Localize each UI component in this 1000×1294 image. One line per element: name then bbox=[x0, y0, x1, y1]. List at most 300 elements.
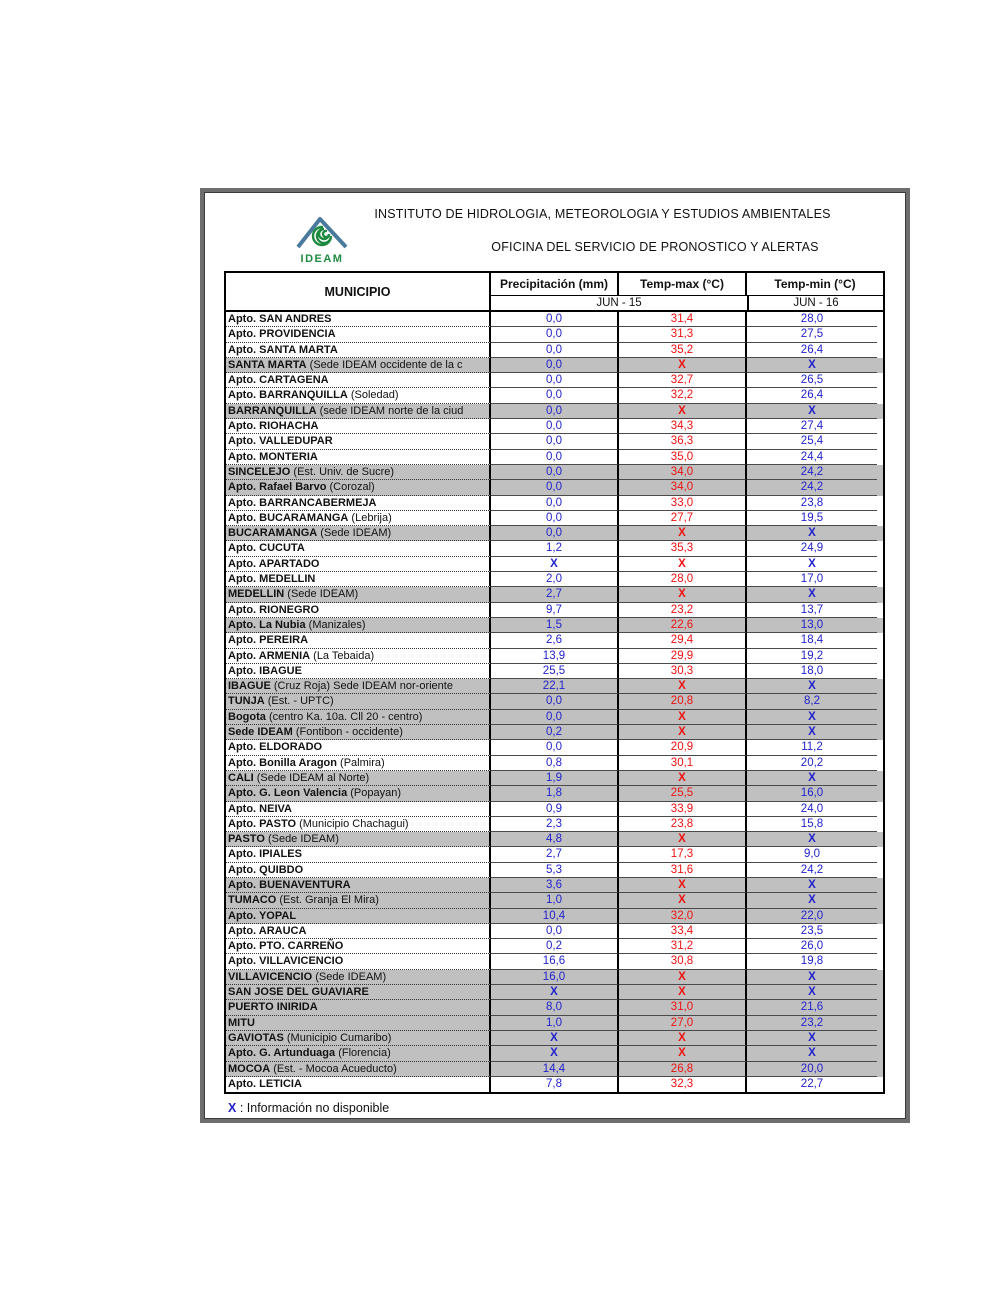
municipio-note: (Fontibon - occidente) bbox=[292, 726, 403, 739]
footnote-symbol: X bbox=[228, 1101, 237, 1115]
municipio-name: Apto. MEDELLIN bbox=[228, 573, 316, 586]
temp-min-cell: 11,2 bbox=[747, 740, 877, 755]
table-row bbox=[226, 1077, 883, 1092]
precipitation-cell: 22,1 bbox=[491, 679, 619, 694]
municipio-cell bbox=[226, 327, 491, 342]
table-row bbox=[226, 603, 883, 618]
precipitation-cell: 13,9 bbox=[491, 649, 619, 664]
municipio-cell bbox=[226, 511, 491, 526]
temp-max-cell: 22,6 bbox=[619, 618, 747, 633]
ideam-logo-label: IDEAM bbox=[300, 253, 344, 265]
table-row bbox=[226, 541, 883, 556]
temp-min-cell: 9,0 bbox=[747, 847, 877, 862]
municipio-cell bbox=[226, 1046, 491, 1061]
municipio-cell bbox=[226, 465, 491, 480]
precipitation-cell: 16,6 bbox=[491, 954, 619, 969]
municipio-note: (Sede IDEAM al Norte) bbox=[253, 771, 370, 784]
municipio-cell bbox=[226, 756, 491, 771]
temp-min-cell: 18,4 bbox=[747, 633, 877, 648]
table-body bbox=[226, 312, 883, 1092]
table-row bbox=[226, 694, 883, 709]
period-label-jun-15: JUN - 15 bbox=[491, 296, 749, 310]
municipio-note: (Soledad) bbox=[347, 389, 399, 402]
municipio-cell bbox=[226, 725, 491, 740]
municipio-note: (Popayan) bbox=[347, 787, 402, 800]
municipio-note: (La Tebaida) bbox=[310, 649, 375, 662]
municipio-cell bbox=[226, 343, 491, 358]
table-row bbox=[226, 649, 883, 664]
municipio-note: (Corozal) bbox=[326, 481, 375, 494]
precipitation-cell: 0,0 bbox=[491, 388, 619, 403]
table-row bbox=[226, 985, 883, 1000]
municipio-name: Apto. YOPAL bbox=[228, 909, 297, 922]
municipio-note: (Manizales) bbox=[305, 618, 366, 631]
municipio-cell bbox=[226, 694, 491, 709]
table-row bbox=[226, 909, 883, 924]
temp-max-cell: 26,8 bbox=[619, 1062, 747, 1077]
column-header-temp-max: Temp-max (°C) bbox=[619, 273, 747, 295]
municipio-name: Apto. BUCARAMANGA bbox=[228, 511, 349, 524]
temp-max-cell: 20,8 bbox=[619, 694, 747, 709]
municipio-name: Apto. G. Artunduaga bbox=[228, 1047, 336, 1060]
precipitation-cell: 0,0 bbox=[491, 740, 619, 755]
temp-min-cell: 23,2 bbox=[747, 1016, 877, 1031]
temp-min-cell: 24,4 bbox=[747, 450, 877, 465]
municipio-name: Apto. BARRANQUILLA bbox=[228, 389, 348, 402]
table-row bbox=[226, 756, 883, 771]
temp-max-cell: 31,6 bbox=[619, 863, 747, 878]
temp-min-cell: 13,0 bbox=[747, 618, 877, 633]
temp-max-cell: X bbox=[619, 587, 747, 602]
temp-min-cell: 23,8 bbox=[747, 496, 877, 511]
table-row bbox=[226, 587, 883, 602]
municipio-note: (centro Ka. 10a. Cll 20 - centro) bbox=[265, 710, 423, 723]
temp-max-cell: 28,0 bbox=[619, 572, 747, 587]
column-header-temp-min: Temp-min (°C) bbox=[774, 277, 856, 291]
municipio-cell bbox=[226, 526, 491, 541]
municipio-name: Apto. PEREIRA bbox=[228, 634, 309, 647]
municipio-name: MEDELLIN bbox=[228, 588, 285, 601]
municipio-note: (Est. Univ. de Sucre) bbox=[290, 465, 395, 478]
municipio-cell bbox=[226, 572, 491, 587]
temp-min-cell: 15,8 bbox=[747, 817, 877, 832]
period-label-jun-16: JUN - 16 bbox=[793, 297, 839, 309]
temp-max-cell: 36,3 bbox=[619, 434, 747, 449]
temp-min-cell: 26,0 bbox=[747, 939, 877, 954]
municipio-name: SAN JOSE DEL GUAVIARE bbox=[228, 986, 369, 999]
municipio-cell bbox=[226, 618, 491, 633]
table-row bbox=[226, 480, 883, 495]
temp-max-cell: X bbox=[619, 404, 747, 419]
municipio-cell bbox=[226, 939, 491, 954]
temp-max-cell: X bbox=[619, 557, 747, 572]
municipio-name: Apto. ARMENIA bbox=[228, 649, 311, 662]
municipio-name: Sede IDEAM bbox=[228, 726, 293, 739]
table-row bbox=[226, 633, 883, 648]
table-row bbox=[226, 863, 883, 878]
table-row bbox=[226, 572, 883, 587]
municipio-name: TUNJA bbox=[228, 695, 265, 708]
temp-min-cell: 19,5 bbox=[747, 511, 877, 526]
municipio-note: (Sede IDEAM) bbox=[264, 833, 339, 846]
precipitation-cell: 0,0 bbox=[491, 327, 619, 342]
temp-min-cell: 16,0 bbox=[747, 786, 877, 801]
precipitation-cell: 8,0 bbox=[491, 1000, 619, 1015]
municipio-name: Apto. PROVIDENCIA bbox=[228, 328, 336, 341]
precipitation-cell: 0,0 bbox=[491, 343, 619, 358]
temp-min-cell: 21,6 bbox=[747, 1000, 877, 1015]
municipio-note: (Sede IDEAM) bbox=[312, 970, 387, 983]
temp-min-cell: X bbox=[747, 557, 877, 572]
municipio-cell bbox=[226, 802, 491, 817]
precipitation-cell: 2,7 bbox=[491, 587, 619, 602]
table-row bbox=[226, 327, 883, 342]
precipitation-cell: 2,0 bbox=[491, 572, 619, 587]
temp-max-cell: 17,3 bbox=[619, 847, 747, 862]
table-row bbox=[226, 1031, 883, 1046]
table-row bbox=[226, 970, 883, 985]
temp-min-cell: 24,2 bbox=[747, 480, 877, 495]
precipitation-cell: 25,5 bbox=[491, 664, 619, 679]
municipio-cell bbox=[226, 450, 491, 465]
temp-min-cell: X bbox=[747, 970, 877, 985]
municipio-cell bbox=[226, 557, 491, 572]
municipio-name: Apto. IBAGUE bbox=[228, 664, 302, 677]
table-row bbox=[226, 740, 883, 755]
precipitation-cell: 7,8 bbox=[491, 1077, 619, 1092]
precipitation-cell: 0,2 bbox=[491, 939, 619, 954]
municipio-name: Apto. RIONEGRO bbox=[228, 603, 320, 616]
municipio-cell bbox=[226, 740, 491, 755]
municipio-note: (Est. Granja El Mira) bbox=[276, 894, 379, 907]
temp-min-cell: 26,4 bbox=[747, 388, 877, 403]
temp-max-cell: 29,9 bbox=[619, 649, 747, 664]
temp-min-cell: 20,0 bbox=[747, 1062, 877, 1077]
temp-max-cell: 30,8 bbox=[619, 954, 747, 969]
temp-min-cell: 8,2 bbox=[747, 694, 877, 709]
temp-max-cell: X bbox=[619, 725, 747, 740]
temp-min-cell: 24,2 bbox=[747, 863, 877, 878]
municipio-note: (Florencia) bbox=[335, 1047, 391, 1060]
table-row bbox=[226, 679, 883, 694]
municipio-note: (Municipio Cumaribo) bbox=[283, 1031, 392, 1044]
municipio-name: Apto. NEIVA bbox=[228, 802, 292, 815]
municipio-name: MITU bbox=[228, 1016, 255, 1029]
table-row bbox=[226, 847, 883, 862]
municipio-cell bbox=[226, 771, 491, 786]
column-header-municipio: MUNICIPIO bbox=[226, 273, 491, 310]
municipio-cell bbox=[226, 633, 491, 648]
temp-max-cell: X bbox=[619, 358, 747, 373]
temp-min-cell: X bbox=[747, 1046, 877, 1061]
precipitation-cell: 0,0 bbox=[491, 450, 619, 465]
municipio-note: (Sede IDEAM occidente de la c bbox=[306, 358, 463, 371]
temp-max-cell: 31,3 bbox=[619, 327, 747, 342]
municipio-name: Apto. CUCUTA bbox=[228, 542, 305, 555]
temp-max-cell: 32,7 bbox=[619, 373, 747, 388]
temp-max-cell: X bbox=[619, 985, 747, 1000]
table-row bbox=[226, 450, 883, 465]
table-header bbox=[226, 273, 883, 312]
municipio-name: Apto. QUIBDO bbox=[228, 863, 304, 876]
municipio-cell bbox=[226, 985, 491, 1000]
table-row bbox=[226, 1046, 883, 1061]
municipio-name: GAVIOTAS bbox=[228, 1031, 284, 1044]
table-row bbox=[226, 939, 883, 954]
municipio-cell bbox=[226, 1062, 491, 1077]
municipio-cell bbox=[226, 786, 491, 801]
table-row bbox=[226, 343, 883, 358]
report-title: INSTITUTO DE HIDROLOGIA, METEOROLOGIA Y ESTUDIOS AMBIENTALES bbox=[374, 207, 831, 221]
temp-min-cell: 18,0 bbox=[747, 664, 877, 679]
table-row bbox=[226, 1000, 883, 1015]
precipitation-cell: 0,0 bbox=[491, 924, 619, 939]
municipio-name: Apto. MONTERIA bbox=[228, 450, 318, 463]
precipitation-cell: X bbox=[491, 985, 619, 1000]
municipio-cell bbox=[226, 480, 491, 495]
temp-max-cell: 35,3 bbox=[619, 541, 747, 556]
temp-max-cell: X bbox=[619, 526, 747, 541]
precipitation-cell: 1,2 bbox=[491, 541, 619, 556]
temp-max-cell: 29,4 bbox=[619, 633, 747, 648]
precipitation-cell: 1,0 bbox=[491, 893, 619, 908]
table-row bbox=[226, 526, 883, 541]
table-row bbox=[226, 373, 883, 388]
temp-max-cell: X bbox=[619, 710, 747, 725]
municipio-cell bbox=[226, 434, 491, 449]
temp-min-cell: 23,5 bbox=[747, 924, 877, 939]
temp-min-cell: X bbox=[747, 985, 877, 1000]
precipitation-cell: 2,3 bbox=[491, 817, 619, 832]
table-row bbox=[226, 802, 883, 817]
temp-max-cell: 35,2 bbox=[619, 343, 747, 358]
municipio-name: Apto. BARRANCABERMEJA bbox=[228, 496, 377, 509]
municipio-name: Apto. VALLEDUPAR bbox=[228, 435, 333, 448]
municipio-name: Apto. APARTADO bbox=[228, 557, 320, 570]
municipio-cell bbox=[226, 496, 491, 511]
temp-min-cell: 24,0 bbox=[747, 802, 877, 817]
temp-max-cell: 32,0 bbox=[619, 909, 747, 924]
municipio-note: (Sede IDEAM) bbox=[284, 588, 359, 601]
temp-min-cell: X bbox=[747, 893, 877, 908]
municipio-name: BARRANQUILLA bbox=[228, 404, 317, 417]
municipio-name: PUERTO INIRIDA bbox=[228, 1001, 318, 1014]
temp-max-cell: 31,2 bbox=[619, 939, 747, 954]
precipitation-cell: 3,6 bbox=[491, 878, 619, 893]
municipio-name: Apto. LETICIA bbox=[228, 1077, 302, 1090]
precipitation-cell: 2,7 bbox=[491, 847, 619, 862]
temp-min-cell: 19,8 bbox=[747, 954, 877, 969]
municipio-cell bbox=[226, 970, 491, 985]
temp-max-cell: 34,0 bbox=[619, 465, 747, 480]
precipitation-cell: 0,0 bbox=[491, 496, 619, 511]
temp-max-cell: 32,2 bbox=[619, 388, 747, 403]
municipio-cell bbox=[226, 312, 491, 327]
table-row bbox=[226, 893, 883, 908]
municipio-name: Apto. PTO. CARREÑO bbox=[228, 940, 344, 953]
municipio-cell bbox=[226, 817, 491, 832]
municipio-note: (Est. - UPTC) bbox=[264, 695, 334, 708]
precipitation-cell: 14,4 bbox=[491, 1062, 619, 1077]
municipio-name: Apto. CARTAGENA bbox=[228, 374, 329, 387]
temp-min-cell: 22,7 bbox=[800, 1077, 824, 1090]
municipio-name: Apto. ELDORADO bbox=[228, 741, 323, 754]
report-page bbox=[204, 192, 906, 1119]
temp-max-cell: X bbox=[619, 878, 747, 893]
temp-max-cell: 30,1 bbox=[619, 756, 747, 771]
municipio-cell bbox=[226, 1077, 491, 1092]
municipio-name: Apto. RIOHACHA bbox=[228, 420, 319, 433]
municipio-cell bbox=[226, 863, 491, 878]
ideam-logo bbox=[291, 211, 353, 265]
municipio-cell bbox=[226, 909, 491, 924]
temp-min-cell: X bbox=[747, 832, 877, 847]
precipitation-cell: 5,3 bbox=[491, 863, 619, 878]
municipio-name: Apto. IPIALES bbox=[228, 848, 302, 861]
temp-max-cell: 34,0 bbox=[619, 480, 747, 495]
column-header-precipitacion: Precipitación (mm) bbox=[491, 273, 619, 295]
municipio-cell bbox=[226, 954, 491, 969]
precipitation-cell: 0,0 bbox=[491, 373, 619, 388]
temp-max-cell: 20,9 bbox=[619, 740, 747, 755]
municipio-name: Apto. Rafael Barvo bbox=[228, 481, 327, 494]
table-row bbox=[226, 954, 883, 969]
table-row bbox=[226, 832, 883, 847]
municipio-name: VILLAVICENCIO bbox=[228, 970, 313, 983]
table-row bbox=[226, 496, 883, 511]
municipio-cell bbox=[226, 847, 491, 862]
temp-max-cell: 30,3 bbox=[619, 664, 747, 679]
municipio-cell bbox=[226, 832, 491, 847]
table-row bbox=[226, 388, 883, 403]
temp-max-cell: 23,8 bbox=[619, 817, 747, 832]
temp-max-cell: X bbox=[619, 893, 747, 908]
municipio-name: SINCELEJO bbox=[228, 465, 291, 478]
municipio-note: (Cruz Roja) Sede IDEAM nor-oriente bbox=[270, 680, 453, 693]
precipitation-cell: 0,0 bbox=[491, 358, 619, 373]
precipitation-cell: 0,0 bbox=[491, 465, 619, 480]
temp-min-cell: X bbox=[747, 358, 877, 373]
precipitation-cell: 0,8 bbox=[491, 756, 619, 771]
temp-min-cell: 27,5 bbox=[747, 327, 877, 342]
municipio-name: Bogota bbox=[228, 710, 266, 723]
temp-max-cell: 34,3 bbox=[619, 419, 747, 434]
municipio-cell bbox=[226, 878, 491, 893]
temp-max-cell: 31,4 bbox=[619, 312, 747, 327]
temp-max-cell: 35,0 bbox=[619, 450, 747, 465]
precipitation-cell: 1,0 bbox=[491, 1016, 619, 1031]
precipitation-cell: 0,0 bbox=[491, 694, 619, 709]
municipio-name: PASTO bbox=[228, 833, 265, 846]
temp-max-cell: X bbox=[619, 679, 747, 694]
municipio-cell bbox=[226, 373, 491, 388]
table-row bbox=[226, 312, 883, 327]
temp-min-cell: 13,7 bbox=[747, 603, 877, 618]
temp-min-cell: 24,2 bbox=[747, 465, 877, 480]
precipitation-cell: 1,5 bbox=[491, 618, 619, 633]
temp-min-cell: X bbox=[747, 679, 877, 694]
municipio-name: Apto. PASTO bbox=[228, 817, 297, 830]
precipitation-cell: X bbox=[491, 1031, 619, 1046]
municipio-cell bbox=[226, 649, 491, 664]
footnote bbox=[228, 1101, 389, 1115]
municipio-note: (Est. - Mocoa Acueducto) bbox=[270, 1062, 397, 1075]
precipitation-cell: 9,7 bbox=[491, 603, 619, 618]
temp-min-cell: X bbox=[747, 1031, 877, 1046]
municipio-cell bbox=[226, 893, 491, 908]
table-row bbox=[226, 618, 883, 633]
municipio-name: BUCARAMANGA bbox=[228, 527, 318, 540]
precipitation-cell: 0,9 bbox=[491, 802, 619, 817]
temp-min-cell: 25,4 bbox=[747, 434, 877, 449]
temp-min-cell: 19,2 bbox=[747, 649, 877, 664]
temp-max-cell: 25,5 bbox=[619, 786, 747, 801]
temp-min-cell: X bbox=[747, 710, 877, 725]
precipitation-cell: 0,0 bbox=[491, 480, 619, 495]
temp-min-cell: 17,0 bbox=[747, 572, 877, 587]
table-row bbox=[226, 419, 883, 434]
temp-max-cell: X bbox=[619, 1031, 747, 1046]
precipitation-cell: 1,9 bbox=[491, 771, 619, 786]
temp-max-cell: 31,0 bbox=[619, 1000, 747, 1015]
municipio-note: (Municipio Chachagui) bbox=[296, 817, 409, 830]
municipio-cell bbox=[226, 388, 491, 403]
municipio-cell bbox=[226, 710, 491, 725]
table-row bbox=[226, 1062, 883, 1077]
temp-min-cell: 26,4 bbox=[747, 343, 877, 358]
temp-max-cell: 33,0 bbox=[619, 496, 747, 511]
municipio-cell bbox=[226, 924, 491, 939]
temp-max-cell: X bbox=[619, 771, 747, 786]
temp-max-cell: 33,9 bbox=[619, 802, 747, 817]
municipio-cell bbox=[226, 1000, 491, 1015]
table-row bbox=[226, 358, 883, 373]
temp-min-cell: 28,0 bbox=[747, 312, 877, 327]
municipio-name: IBAGUE bbox=[228, 680, 271, 693]
temp-min-cell: 27,4 bbox=[747, 419, 877, 434]
municipio-note: (sede IDEAM norte de la ciud bbox=[316, 404, 464, 417]
table-row bbox=[226, 878, 883, 893]
municipio-cell bbox=[226, 419, 491, 434]
municipio-note: (Sede IDEAM) bbox=[317, 527, 392, 540]
municipio-cell bbox=[226, 679, 491, 694]
municipio-name: Apto. Bonilla Aragon bbox=[228, 756, 337, 769]
temp-max-cell: X bbox=[619, 832, 747, 847]
temp-max-cell: 33,4 bbox=[619, 924, 747, 939]
precipitation-cell: 16,0 bbox=[491, 970, 619, 985]
precipitation-cell: 0,0 bbox=[491, 312, 619, 327]
municipio-cell bbox=[226, 404, 491, 419]
table-row bbox=[226, 404, 883, 419]
municipio-cell bbox=[226, 1016, 491, 1031]
precipitation-cell: 0,2 bbox=[491, 725, 619, 740]
precipitation-cell: 0,0 bbox=[491, 710, 619, 725]
table-row bbox=[226, 1016, 883, 1031]
municipio-name: Apto. SAN ANDRES bbox=[228, 313, 332, 325]
ideam-mountain-swirl-icon bbox=[293, 211, 351, 251]
municipio-cell bbox=[226, 587, 491, 602]
precipitation-cell: 0,0 bbox=[491, 434, 619, 449]
municipio-note: (Lebrija) bbox=[348, 511, 392, 524]
municipio-name: Apto. BUENAVENTURA bbox=[228, 878, 351, 891]
temp-min-cell: X bbox=[747, 404, 877, 419]
precipitation-cell: 0,0 bbox=[491, 419, 619, 434]
municipio-cell bbox=[226, 541, 491, 556]
temp-min-cell: 20,2 bbox=[747, 756, 877, 771]
table-row bbox=[226, 725, 883, 740]
municipio-cell bbox=[226, 1031, 491, 1046]
table-row bbox=[226, 817, 883, 832]
